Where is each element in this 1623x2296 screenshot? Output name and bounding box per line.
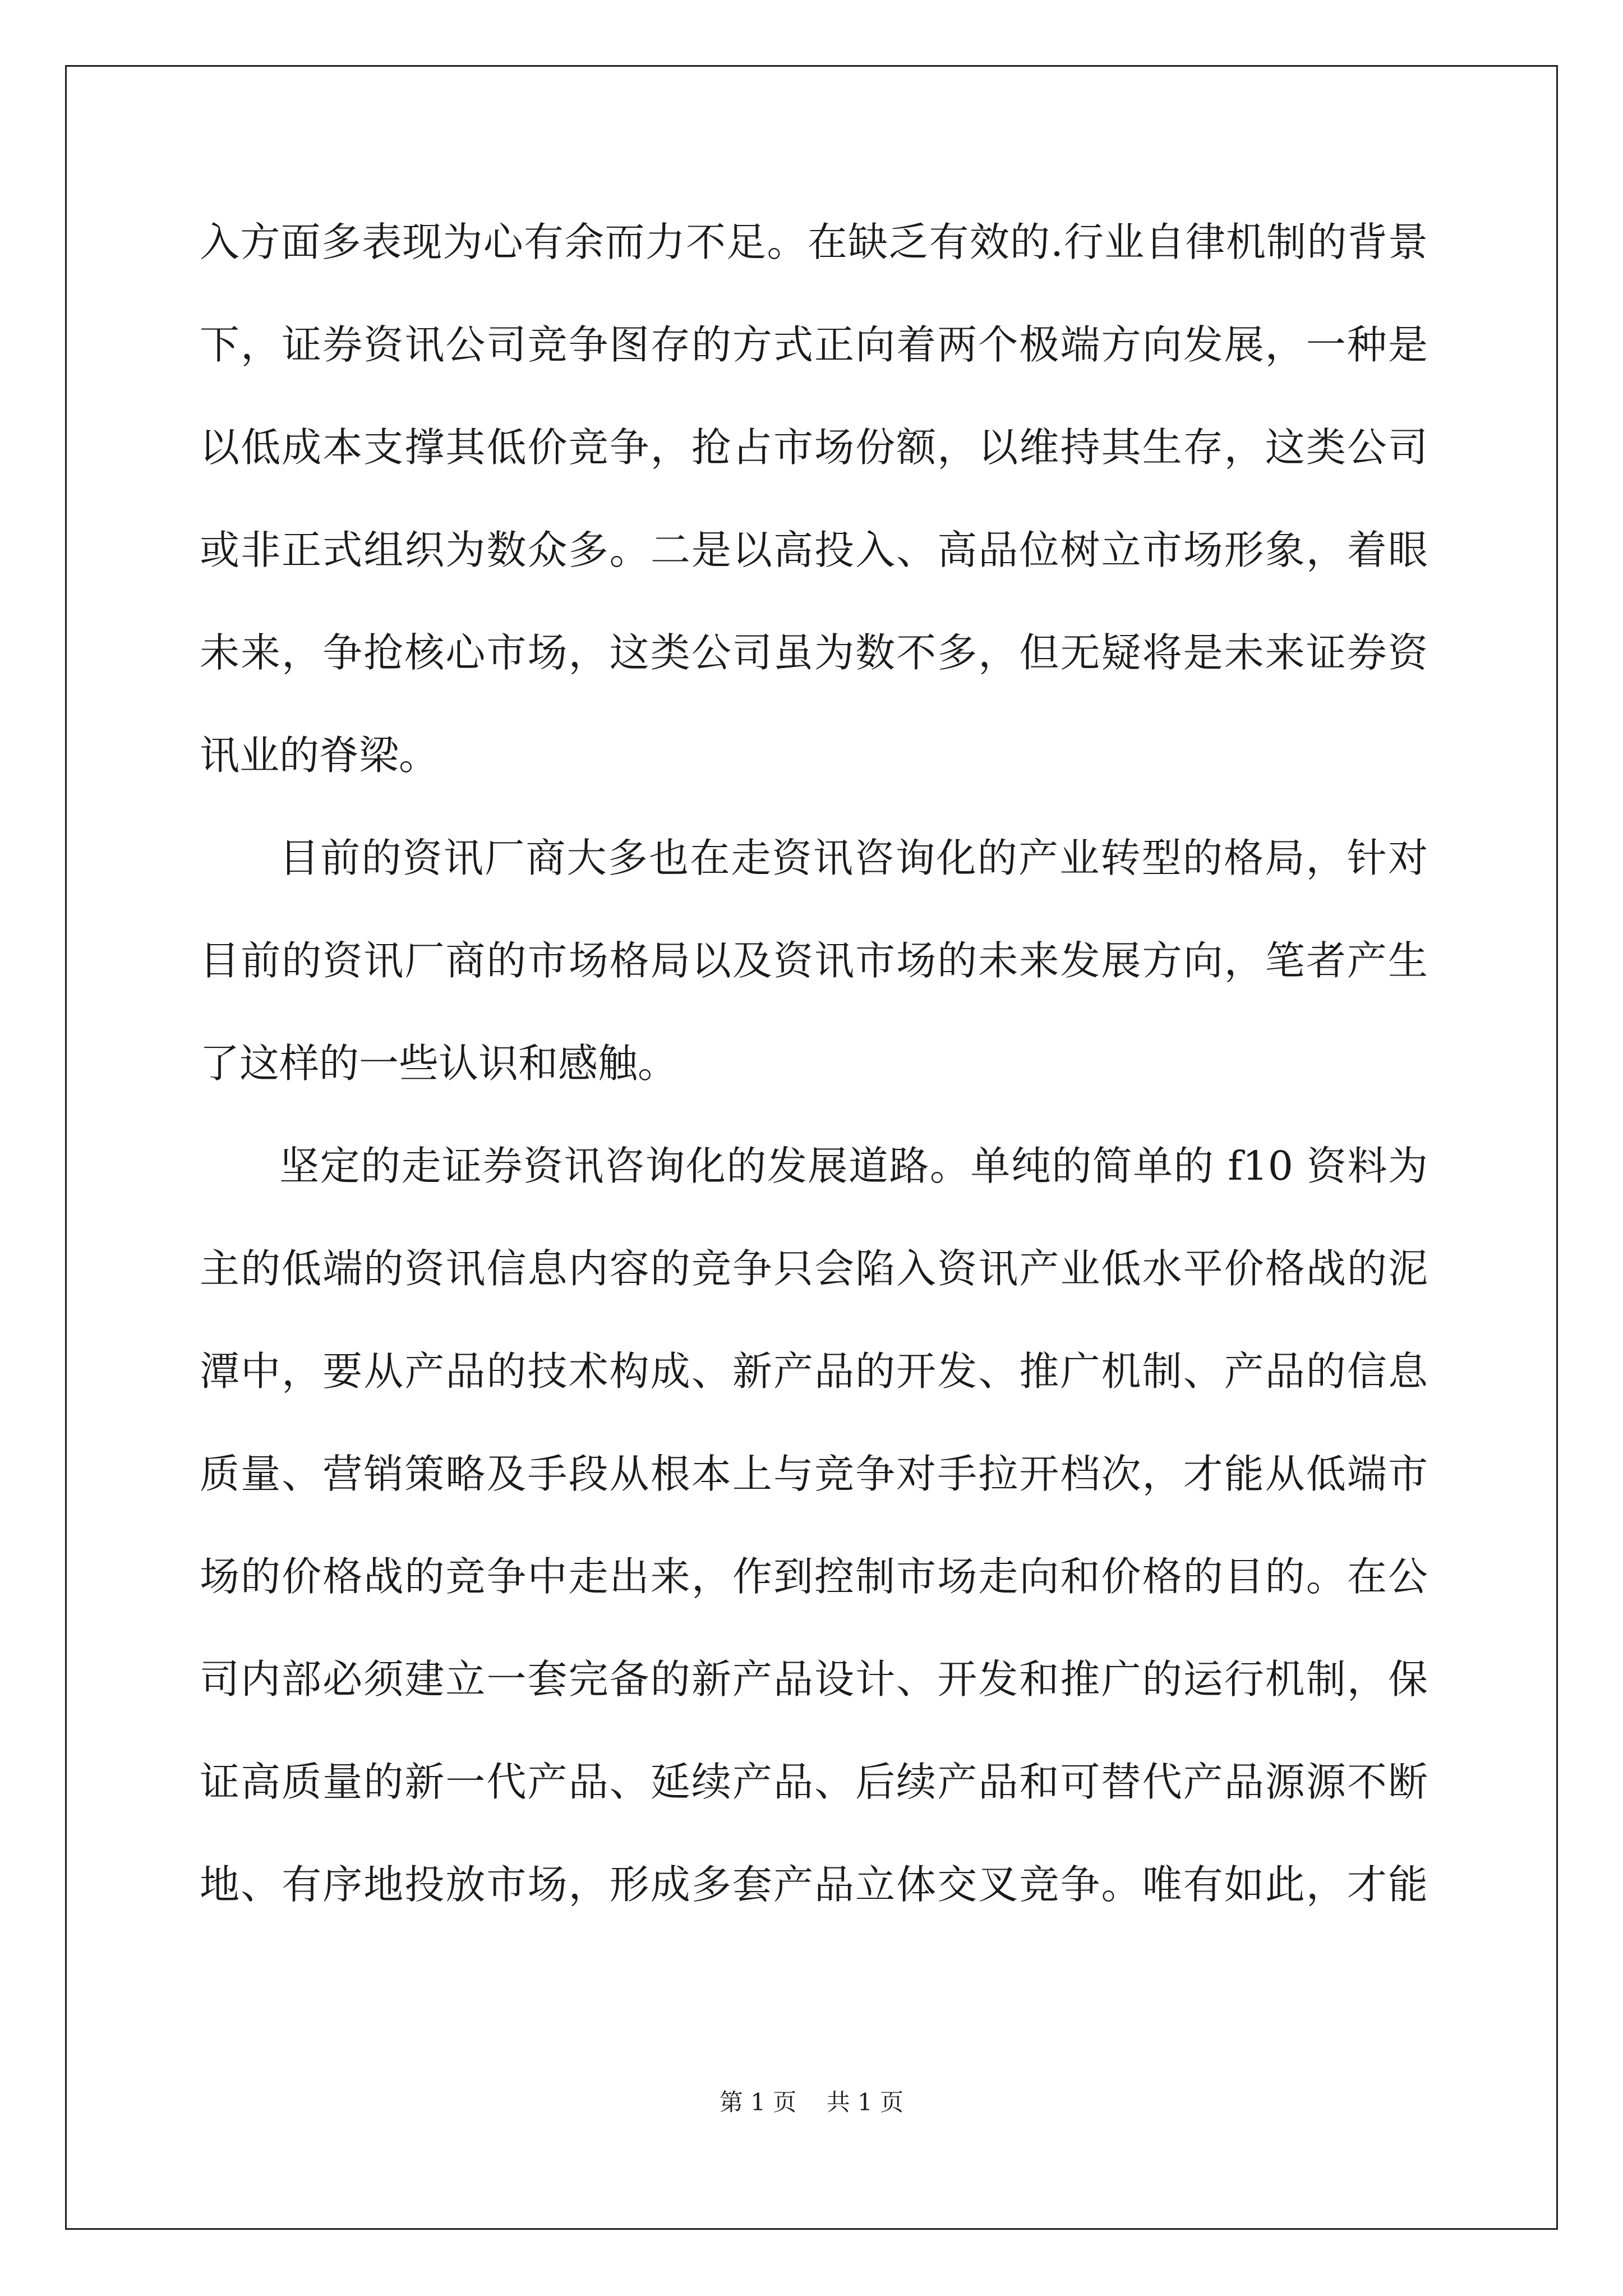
text-line: 讯业的脊梁。 — [200, 732, 439, 779]
paragraph-start-line: 目前的资讯厂商大多也在走资讯咨询化的产业转型的格局，针对 — [279, 835, 1428, 881]
text-line: 质量、营销策略及手段从根本上与竞争对手拉开档次，才能从低端市 — [200, 1451, 1428, 1497]
text-line: 场的价格战的竞争中走出来，作到控制市场走向和价格的目的。在公 — [200, 1553, 1428, 1600]
text-line: 目前的资讯厂商的市场格局以及资讯市场的未来发展方向，笔者产生 — [200, 937, 1428, 984]
text-line: 入方面多表现为心有余而力不足。在缺乏有效的.行业自律机制的背景 — [200, 219, 1428, 265]
text-line: 潭中，要从产品的技术构成、新产品的开发、推广机制、产品的信息 — [200, 1348, 1428, 1395]
paragraph-start-line: 坚定的走证券资讯咨询化的发展道路。单纯的简单的 f10 资料为 — [279, 1143, 1428, 1189]
text-line: 以低成本支撑其低价竞争，抢占市场份额，以维持其生存，这类公司 — [200, 424, 1428, 471]
text-line: 司内部必须建立一套完备的新产品设计、开发和推广的运行机制，保 — [200, 1656, 1428, 1703]
page-number-footer: 第 1 页 共 1 页 — [719, 2088, 904, 2116]
text-line: 下，证券资讯公司竞争图存的方式正向着两个极端方向发展，一种是 — [200, 321, 1428, 368]
text-line: 了这样的一些认识和感触。 — [200, 1040, 678, 1087]
text-line: 主的低端的资讯信息内容的竞争只会陷入资讯产业低水平价格战的泥 — [200, 1245, 1428, 1292]
text-line: 未来，争抢核心市场，这类公司虽为数不多，但无疑将是未来证券资 — [200, 629, 1428, 676]
text-line: 证高质量的新一代产品、延续产品、后续产品和可替代产品源源不断 — [200, 1759, 1428, 1805]
text-line: 或非正式组织为数众多。二是以高投入、高品位树立市场形象，着眼 — [200, 527, 1428, 573]
text-line: 地、有序地投放市场，形成多套产品立体交叉竞争。唯有如此，才能 — [200, 1861, 1428, 1908]
